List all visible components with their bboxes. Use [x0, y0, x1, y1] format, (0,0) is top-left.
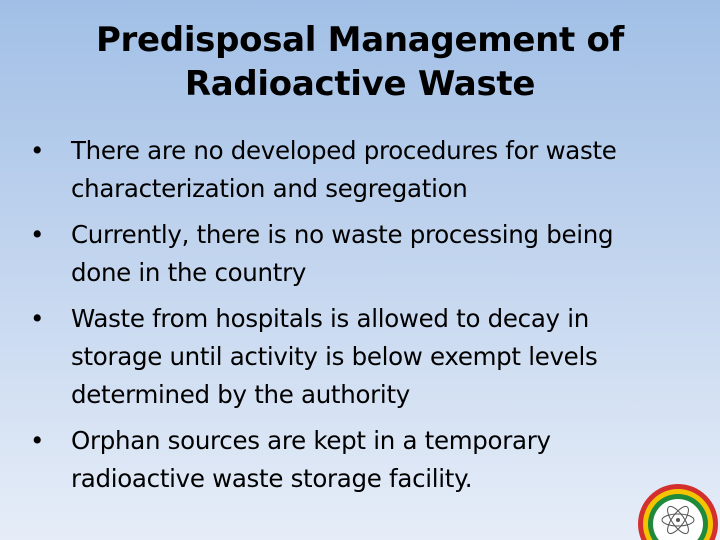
bullet-text-line: There are no developed procedures for waste: [71, 136, 617, 165]
bullet-list: [30, 132, 680, 506]
bullet-text-line: done in the country: [71, 258, 307, 287]
seal-graphic: [636, 482, 720, 540]
bullet-text-line: determined by the authority: [71, 380, 410, 409]
bullet-text-line: radioactive waste storage facility.: [71, 464, 473, 493]
bullet-text-line: Orphan sources are kept in a temporary: [71, 426, 551, 455]
bullet-item: [30, 216, 680, 292]
bullet-text-line: characterization and segregation: [71, 174, 468, 203]
bullet-marker: •: [30, 136, 45, 165]
bullet-text-line: Currently, there is no waste processing being: [71, 220, 614, 249]
bullet-item: [30, 132, 680, 208]
slide-title: [40, 18, 680, 106]
bullet-text-line: storage until activity is below exempt levels: [71, 342, 598, 371]
seal-nucleus: [676, 518, 680, 522]
organization-seal-icon: [636, 482, 720, 540]
bullet-marker: •: [30, 220, 45, 249]
slide-title-line-2: Radioactive Waste: [184, 64, 536, 104]
bullet-marker: •: [30, 304, 45, 333]
bullet-item: [30, 422, 680, 498]
slide-title-line-1: Predisposal Management of: [95, 20, 625, 60]
bullet-marker: •: [30, 426, 45, 455]
bullet-text-line: Waste from hospitals is allowed to decay in: [71, 304, 589, 333]
bullet-item: [30, 300, 680, 414]
